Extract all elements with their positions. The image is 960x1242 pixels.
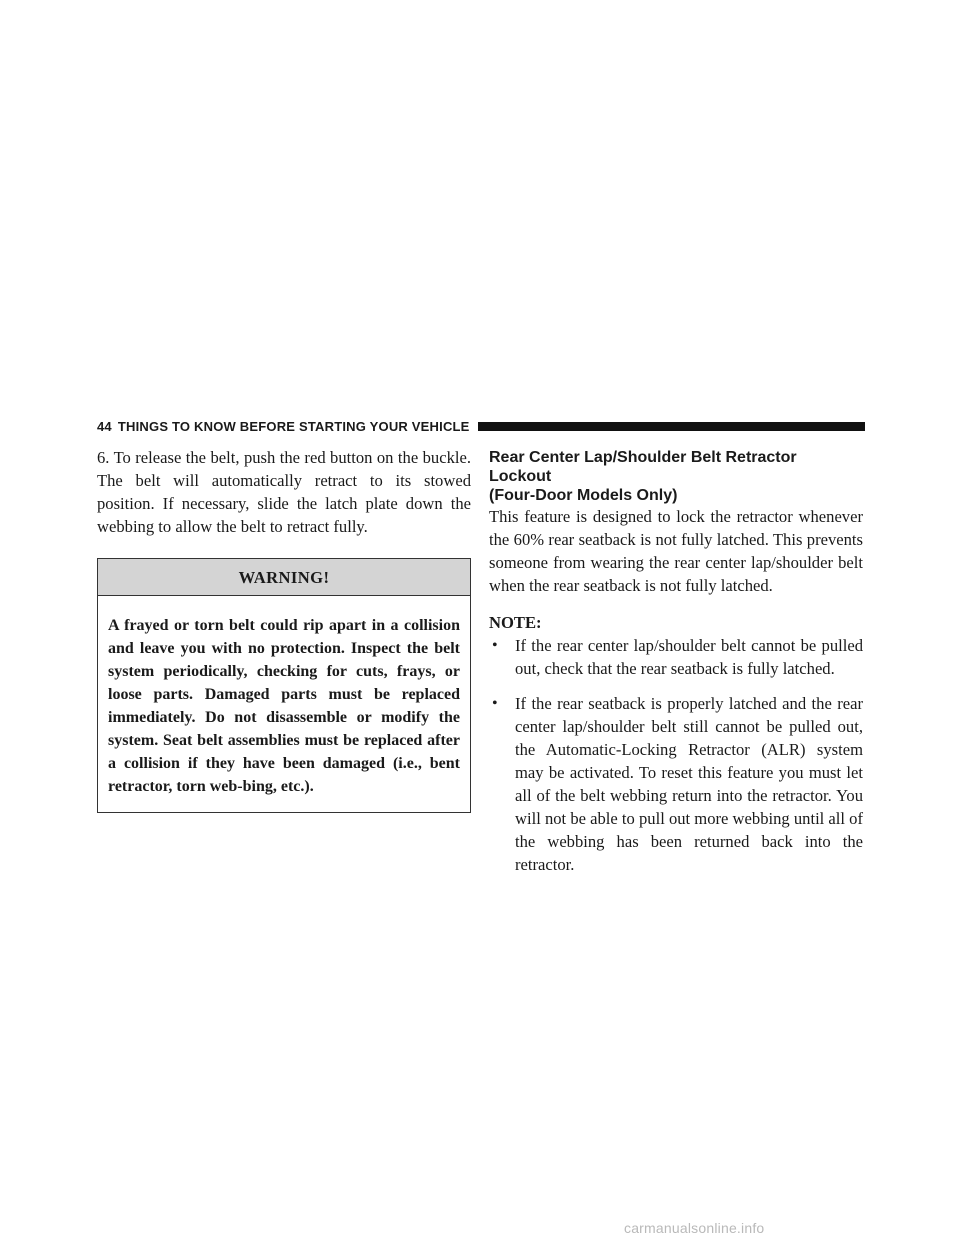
right-column: [489, 446, 863, 876]
section-heading-line1: Rear Center Lap/Shoulder Belt Retractor Lockout: [489, 449, 797, 485]
watermark: carmanualsonline.info: [624, 1220, 765, 1236]
warning-title: WARNING!: [98, 559, 470, 596]
release-belt-paragraph: 6. To release the belt, push the red button on the buckle. The belt will automatically retract to its stowed position. If necessary, slide the latch plate down the webbing to allow the belt to retract fully.: [97, 448, 471, 536]
page-header: [97, 416, 865, 436]
bullet-icon: •: [492, 637, 498, 654]
note-text: If the rear center lap/shoulder belt cannot be pulled out, check that the rear seatback is fully latched.: [515, 636, 863, 678]
page-number: 44: [97, 418, 112, 434]
section-heading: [489, 446, 863, 505]
list-item: [489, 634, 863, 680]
warning-text: A frayed or torn belt could rip apart in a collision and leave you with no protection. Inspect the belt system periodically, checking for cuts, frays, or loose parts. Damaged parts must be replaced immediately. Do not disassemble or modify the system. Seat belt assemblies must be replaced after a collision if they have been damaged (i.e., bent retractor, torn web-bing, etc.).: [108, 617, 460, 795]
note-list: [489, 634, 863, 876]
list-item: [489, 692, 863, 876]
retractor-lockout-intro: This feature is designed to lock the retractor whenever the 60% rear seatback is not fully latched. This prevents someone from wearing the rear center lap/shoulder belt when the rear seatback is not fully latched.: [489, 507, 863, 595]
section-heading-line2: (Four-Door Models Only): [489, 487, 678, 504]
warning-box: [97, 558, 471, 813]
header-title: THINGS TO KNOW BEFORE STARTING YOUR VEHICLE: [117, 418, 470, 434]
note-text: If the rear seatback is properly latched and the rear center lap/shoulder belt still cannot be pulled out, the Automatic-Locking Retractor (ALR) system may be activated. To reset this feature you must let all of the belt webbing return into the retractor. You will not be able to pull out more webbing until all of the webbing has been returned back into the retractor.: [515, 694, 863, 874]
header-rule: [478, 422, 865, 431]
left-column: [97, 446, 471, 813]
note-label: NOTE:: [489, 613, 542, 632]
bullet-icon: •: [492, 695, 498, 712]
